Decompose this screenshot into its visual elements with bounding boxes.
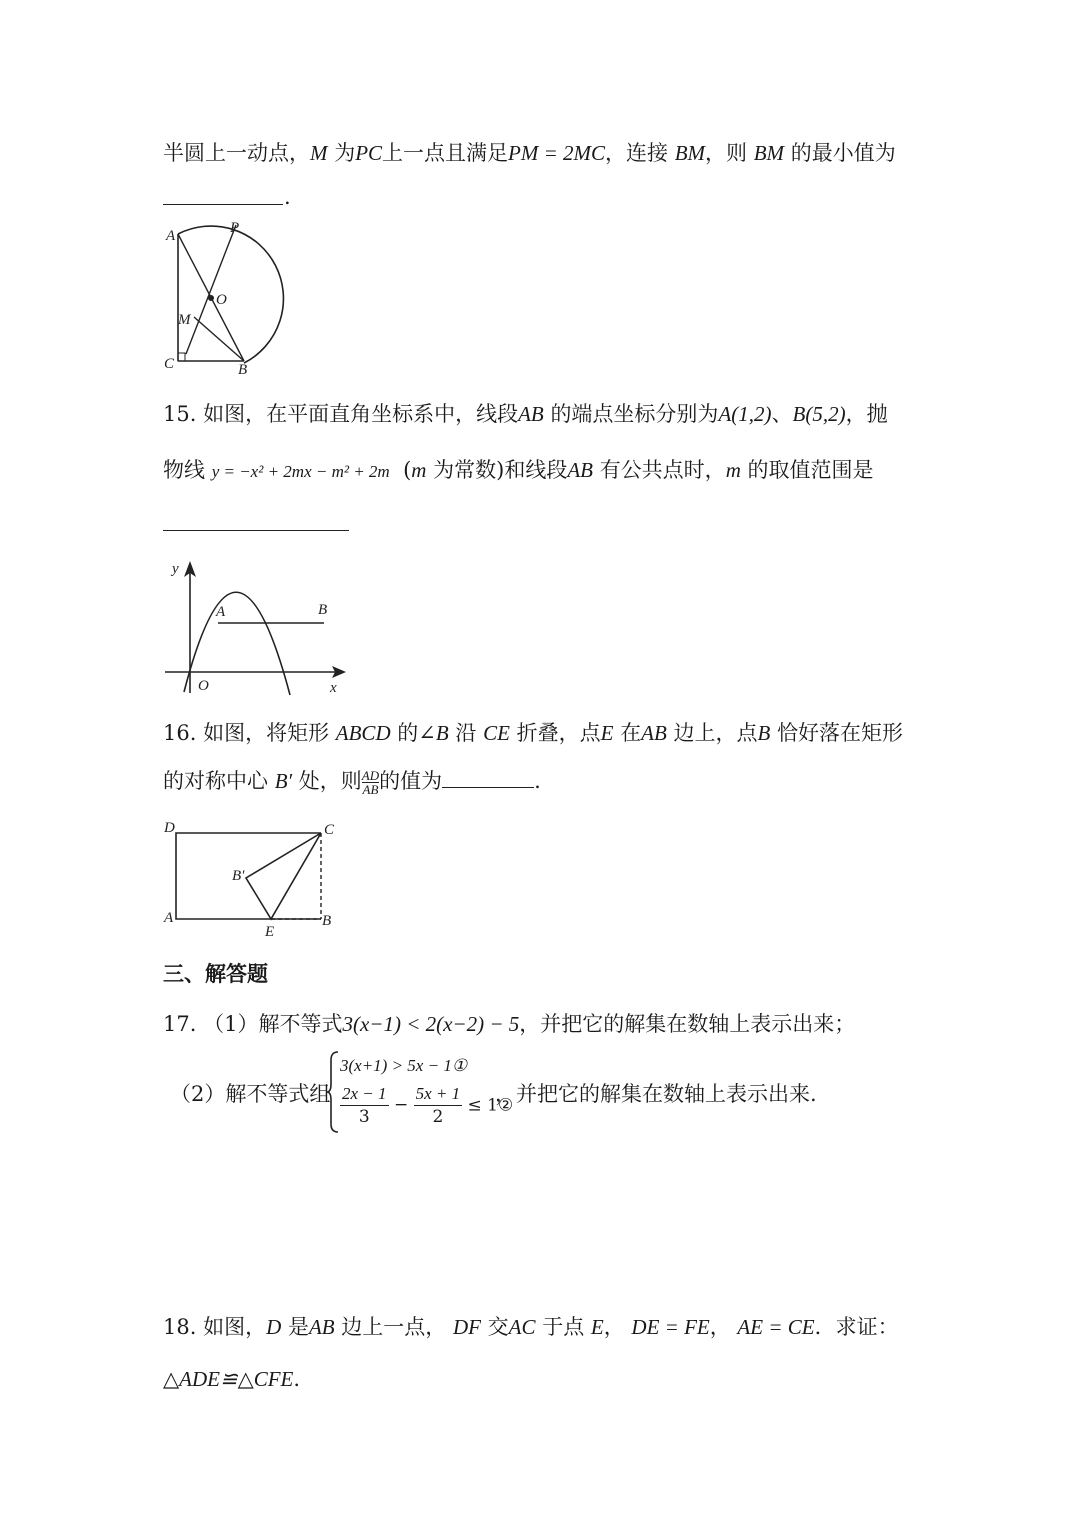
q16-text-line1: 16. 如图，将矩形 ABCD 的∠B 沿 CE 折叠，点E 在AB 边上，点B 恰好落在矩形 <box>163 721 904 745</box>
q16-answer-blank[interactable] <box>442 767 534 788</box>
q17-system-brace <box>326 1050 340 1134</box>
q16-label-a: A <box>164 910 174 926</box>
q15-label-b: B <box>318 602 328 618</box>
q17-part1: 17. （1）解不等式3(x−1) < 2(x−2) − 5，并把它的解集在数轴上表示出来； <box>163 1012 856 1036</box>
q17-eq2: $\frac{2x - 1}{3}$ − $\frac{5x + 1}{2}$ ≤ 1② <box>342 1084 514 1127</box>
q16-label-e: E <box>265 924 275 940</box>
q16-label-bprime: B′ <box>232 868 245 884</box>
q14-label-b: B <box>238 362 248 378</box>
q17-part2-tail: ，并把它的解集在数轴上表示出来. <box>495 1082 817 1106</box>
q15-figure <box>160 555 360 700</box>
q15-label-x: x <box>330 680 337 696</box>
section-title: 三、解答题 <box>163 961 268 986</box>
q15-label-a: A <box>216 604 226 620</box>
q16-label-d: D <box>164 820 175 836</box>
q15-answer-blank[interactable] <box>163 530 349 531</box>
q15-text-line2: 物线 y = −x² + 2mx − m² + 2m (m 为常数)和线段AB 有公共点时，m 的取值范围是 <box>163 458 874 482</box>
q15-label-y: y <box>172 561 179 577</box>
q16-label-b: B <box>322 913 332 929</box>
q15-text-line1: 15. 如图，在平面直角坐标系中，线段AB 的端点坐标分别为A(1,2)、B(5,2)，抛 <box>163 402 888 426</box>
q14-label-c: C <box>164 356 175 372</box>
q18-text-line1: 18. 如图，D 是AB 边上一点， DF 交AC 于点 E， DE = FE， AE = CE．求证： <box>163 1315 899 1339</box>
q14-figure <box>160 220 290 380</box>
q14-label-o: O <box>216 292 227 308</box>
q16-label-c: C <box>324 822 335 838</box>
q18-text-line2: △ADE≌△CFE. <box>163 1367 301 1391</box>
q14-label-p: P <box>230 220 240 236</box>
q15-label-o: O <box>198 678 209 694</box>
q17-part2-label: （2）解不等式组 <box>170 1082 331 1106</box>
q14-label-m: M <box>178 312 191 328</box>
q16-text-line2: 的对称中心 B′ 处，则 $\frac{AD}{AB}$ 的值为 . <box>163 768 541 797</box>
q16-figure <box>160 818 350 943</box>
q14-text-line1: 半圆上一动点，M 为PC上一点且满足PM = 2MC，连接 BM，则 BM 的最小值为 <box>163 141 896 165</box>
q16-fraction: $\frac{AD}{AB}$ <box>361 768 380 797</box>
q14-label-a: A <box>166 228 176 244</box>
q14-period: . <box>284 185 291 209</box>
q14-answer-blank[interactable] <box>163 204 283 205</box>
q17-eq1: 3(x+1) > 5x − 1① <box>340 1056 468 1075</box>
